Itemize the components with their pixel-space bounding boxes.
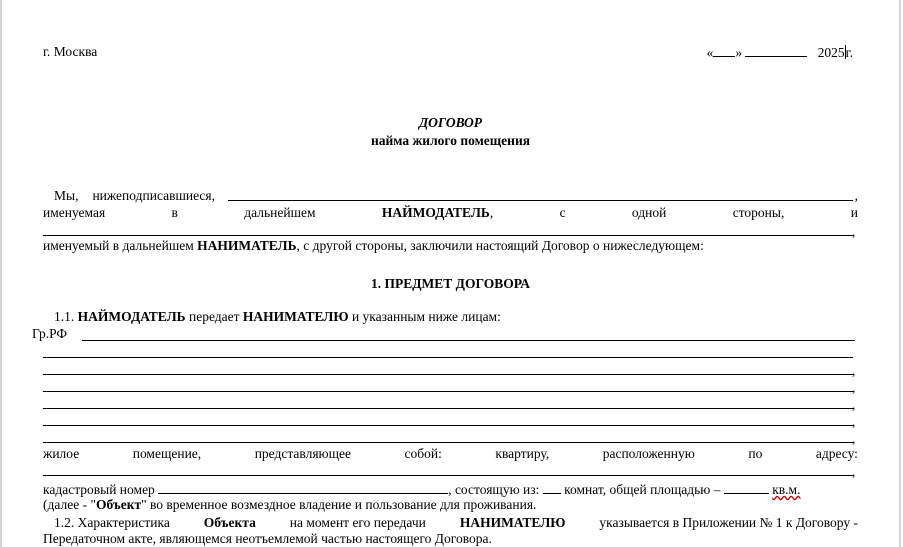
header-row bbox=[43, 43, 858, 60]
intro-word: именуемая bbox=[43, 205, 106, 220]
object-row bbox=[43, 496, 858, 513]
persons-blank[interactable] bbox=[43, 425, 853, 426]
intro-word: в bbox=[171, 205, 178, 220]
year-suffix: г. bbox=[845, 45, 853, 60]
intro-text: именуемый в дальнейшем bbox=[43, 238, 198, 253]
comma: , bbox=[489, 205, 494, 220]
comma: , bbox=[852, 464, 856, 479]
intro-word: стороны, bbox=[732, 205, 785, 220]
clause-1-2 bbox=[43, 514, 858, 531]
document-subtitle: найма жилого помещения bbox=[370, 133, 531, 148]
rooms-blank[interactable] bbox=[543, 480, 561, 494]
cadastral-blank[interactable] bbox=[158, 480, 448, 494]
clause-1-1 bbox=[43, 308, 869, 325]
tenant-term: НАНИМАТЕЛЬ bbox=[197, 238, 297, 253]
address-word: по bbox=[748, 446, 763, 461]
address-word: расположенную bbox=[602, 446, 695, 461]
comma: , bbox=[854, 188, 858, 203]
address-word: адресу: bbox=[815, 446, 858, 461]
intro-word: одной bbox=[631, 205, 667, 220]
intro-row-3 bbox=[43, 237, 858, 254]
landlord-term: НАЙМОДАТЕЛЬ bbox=[381, 205, 490, 220]
comma: , bbox=[852, 224, 856, 239]
address-row bbox=[43, 445, 858, 462]
intro-word: дальнейшем bbox=[244, 205, 316, 220]
comma: , bbox=[852, 380, 856, 395]
comma: , bbox=[852, 414, 856, 429]
tenant-term: НАНИМАТЕЛЮ bbox=[459, 515, 566, 530]
tenant-term: НАНИМАТЕЛЮ bbox=[242, 309, 349, 324]
citizen-blank[interactable] bbox=[82, 340, 855, 341]
address-word: жилое bbox=[43, 446, 80, 461]
landlord-name-blank[interactable] bbox=[228, 187, 853, 201]
rooms-label: , состоящую из: bbox=[448, 482, 543, 497]
comma: , bbox=[852, 397, 856, 412]
clause-text: 1.2. Характеристика bbox=[54, 515, 174, 530]
intro-word: Мы, bbox=[54, 188, 79, 203]
intro-row-2 bbox=[43, 204, 858, 221]
persons-blank[interactable] bbox=[43, 374, 853, 375]
section-heading: 1. ПРЕДМЕТ ДОГОВОРА bbox=[371, 276, 530, 291]
year: 2025 bbox=[817, 45, 845, 60]
citizen-label: Гр.РФ bbox=[32, 326, 68, 341]
object-term: Объект bbox=[95, 497, 142, 512]
page-edge-right bbox=[899, 0, 901, 547]
clause-text: (далее - " bbox=[43, 497, 96, 512]
comma: , bbox=[852, 363, 856, 378]
cadastral-row bbox=[43, 480, 858, 497]
intro-word: с bbox=[559, 205, 566, 220]
address-word: помещение, bbox=[132, 446, 202, 461]
tenant-name-blank[interactable] bbox=[43, 235, 853, 236]
clause-text: передает bbox=[185, 309, 243, 324]
clause-text: указывается в Приложении № 1 к Договору - bbox=[596, 515, 858, 530]
date-quote-open: « bbox=[706, 45, 714, 60]
area-blank[interactable] bbox=[724, 480, 769, 494]
page-edge-left bbox=[0, 0, 2, 547]
clause-text: " во временное возмездное владение и пользование для проживания. bbox=[141, 497, 537, 512]
clause-text: и указанным ниже лицам: bbox=[348, 309, 501, 324]
city: г. Москва bbox=[43, 44, 98, 59]
cadastral-label: кадастровый номер bbox=[43, 482, 159, 497]
date-field[interactable] bbox=[707, 43, 853, 61]
address-word: представляющее bbox=[254, 446, 352, 461]
clause-text: на момент его передачи bbox=[286, 515, 430, 530]
date-quote-close: » bbox=[735, 45, 743, 60]
area-label: комнат, общей площадью – bbox=[560, 482, 724, 497]
day-blank[interactable] bbox=[713, 43, 735, 57]
landlord-term: НАЙМОДАТЕЛЬ bbox=[77, 309, 186, 324]
clause-1-2-line-2: Передаточном акте, являющемся неотъемлемой частью настоящего Договора. bbox=[43, 531, 492, 546]
intro-word: нижеподписавшиеся, bbox=[92, 188, 215, 203]
comma: , bbox=[852, 431, 856, 446]
persons-blank[interactable] bbox=[43, 357, 853, 358]
month-blank[interactable] bbox=[745, 43, 807, 57]
object-term: Объекта bbox=[203, 515, 256, 530]
address-word: квартиру, bbox=[495, 446, 550, 461]
sqm-unit: кв.м. bbox=[772, 482, 801, 497]
intro-row-1 bbox=[43, 187, 858, 204]
address-blank[interactable] bbox=[43, 475, 853, 476]
persons-blank[interactable] bbox=[43, 391, 853, 392]
clause-number: 1.1. bbox=[54, 309, 78, 324]
persons-blank[interactable] bbox=[43, 408, 853, 409]
persons-blank[interactable] bbox=[43, 442, 853, 443]
address-word: собой: bbox=[404, 446, 442, 461]
intro-word: и bbox=[850, 205, 858, 220]
document-title: ДОГОВОР bbox=[418, 115, 483, 130]
intro-text: , с другой стороны, заключили настоящий Договор о нижеследующем: bbox=[296, 238, 704, 253]
